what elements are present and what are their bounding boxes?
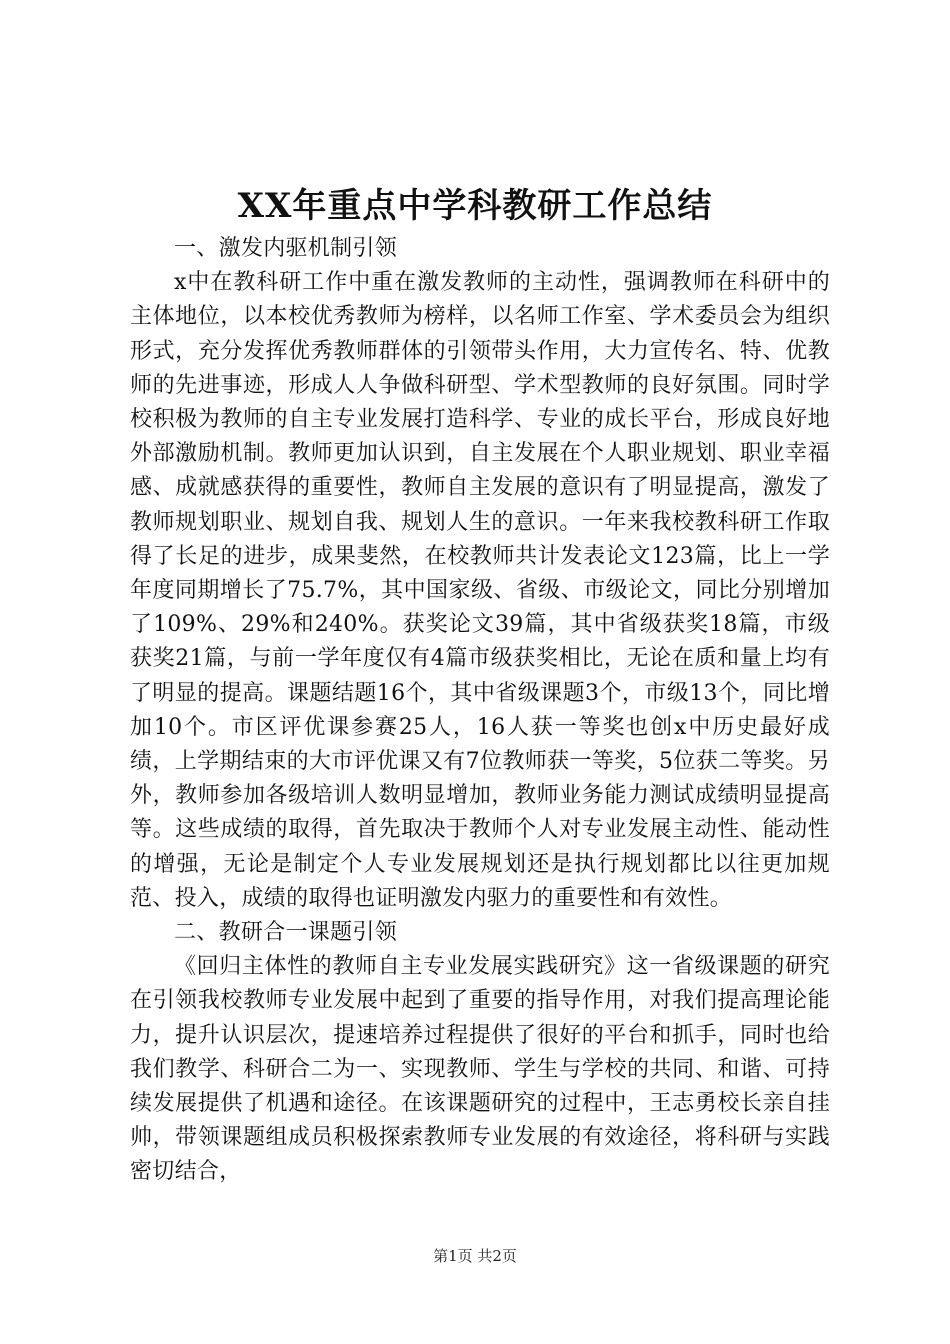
section-2-paragraph: 《回归主体性的教师自主专业发展实践研究》这一省级课题的研究在引领我校教师专业发展中起到了重要的指导作用，对我们提高理论能力，提升认识层次，提速培养过程提供了很好的平台和抓手，同时也给我们教学、科研合二为一、实现教师、学生与学校的共同、和谐、可持续发展提供了机遇和途径。在该课题研究的过程中，王志勇校长亲自挂帅，带领课题组成员积极探索教师专业发展的有效途径，将科研与实践密切结合， bbox=[130, 954, 830, 1185]
section-2-heading: 二、教研合一课题引领 bbox=[174, 920, 398, 946]
page-number-footer: 第1页 共2页 bbox=[433, 1247, 517, 1265]
section-1-paragraph: x中在教科研工作中重在激发教师的主动性，强调教师在科研中的主体地位，以本校优秀教师为榜样，以名师工作室、学术委员会为组织形式，充分发挥优秀教师群体的引领带头作用，大力宣传名、特、优教师的先进事迹，形成人人争做科研型、学术型教师的良好氛围。同时学校积极为教师的自主专业发展打造科学、专业的成长平台，形成良好地外部激励机制。教师更加认识到，自主发展在个人职业规划、职业幸福感、成就感获得的重要性，教师自主发展的意识有了明显提高，激发了教师规划职业、规划自我、规划人生的意识。一年来我校教科研工作取得了长足的进步，成果斐然，在校教师共计发表论文123篇，比上一学年度同期增长了75.7%，其中国家级、省级、市级论文，同比分别增加了109%、29%和240%。获奖论文39篇，其中省级获奖18篇，市级获奖21篇，与前一学年度仅有4篇市级获奖相比，无论在质和量上均有了明显的提高。课题结题16个，其中省级课题3个，市级13个，同比增加10个。市区评优课参赛25人，16人获一等奖也创x中历史最好成绩，上学期结束的大市评优课又有7位教师获一等奖，5位获二等奖。另外，教师参加各级培训人数明显增加，教师业务能力测试成绩明显提高等。这些成绩的取得，首先取决于教师个人对专业发展主动性、能动性的增强，无论是制定个人专业发展规划还是执行规划都比以往更加规范、投入，成绩的取得也证明激发内驱力的重要性和有效性。 bbox=[130, 270, 830, 911]
document-body bbox=[130, 232, 830, 1190]
section-1-heading: 一、激发内驱机制引领 bbox=[174, 236, 398, 261]
document-title: XX年重点中学科教研工作总结 bbox=[237, 186, 713, 226]
